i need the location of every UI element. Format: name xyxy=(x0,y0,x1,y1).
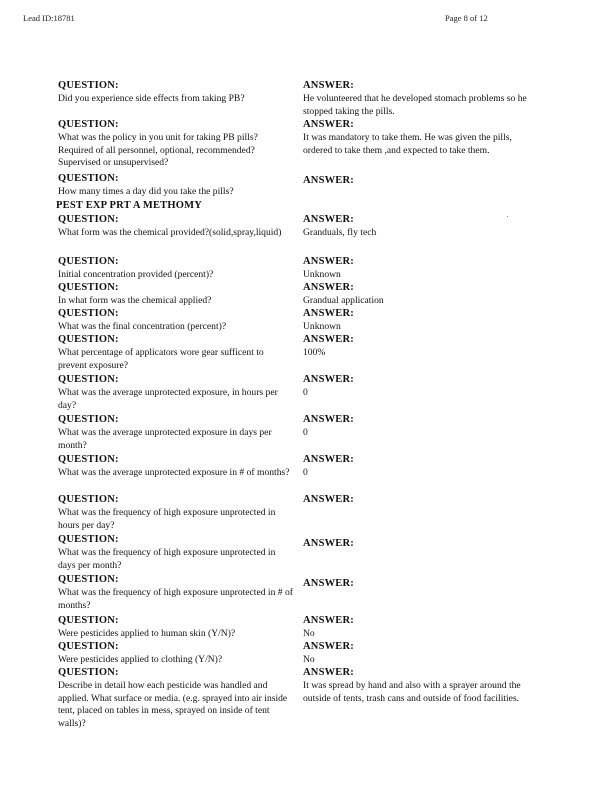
question-text: What was the final concentration (percent)? xyxy=(58,321,227,332)
answer-label: ANSWER: xyxy=(303,494,354,505)
question-text: What was the frequency of high exposure unprotected in # of months? xyxy=(58,587,293,611)
question-block xyxy=(58,256,294,282)
answer-label: ANSWER: xyxy=(303,334,354,345)
question-label: QUESTION: xyxy=(58,80,119,91)
answer-block xyxy=(303,414,543,440)
answer-text: No xyxy=(303,628,315,639)
question-text: What was the average unprotected exposure in days per month? xyxy=(58,427,272,451)
question-block xyxy=(58,534,294,572)
answer-block xyxy=(303,308,543,334)
answer-block xyxy=(303,578,543,591)
question-text: In what form was the chemical applied? xyxy=(58,295,212,306)
question-label: QUESTION: xyxy=(58,414,119,425)
question-text: Initial concentration provided (percent)? xyxy=(58,269,214,280)
question-block xyxy=(58,374,294,412)
answer-text: 0 xyxy=(303,387,308,398)
answer-text: He volunteered that he developed stomach problems so he stopped taking the pills. xyxy=(303,93,527,117)
answer-text: It was mandatory to take them. He was given the pills, ordered to take them ,and expected to take them. xyxy=(303,132,512,156)
question-label: QUESTION: xyxy=(58,334,119,345)
question-label: QUESTION: xyxy=(58,374,119,385)
answer-label: ANSWER: xyxy=(303,119,354,130)
question-block xyxy=(58,334,294,372)
answer-block xyxy=(303,494,543,507)
answer-block xyxy=(303,538,543,551)
question-label: QUESTION: xyxy=(58,256,119,267)
question-label: QUESTION: xyxy=(58,308,119,319)
answer-label: ANSWER: xyxy=(303,615,354,626)
question-block xyxy=(58,641,294,667)
answer-block xyxy=(303,175,543,188)
answer-block xyxy=(303,282,543,308)
answer-label: ANSWER: xyxy=(303,578,354,589)
question-block xyxy=(58,615,294,641)
answer-block xyxy=(303,214,543,240)
answer-label: ANSWER: xyxy=(303,175,354,186)
question-block xyxy=(58,414,294,452)
question-text: What form was the chemical provided?(solid,spray,liquid) xyxy=(58,227,282,238)
question-label: QUESTION: xyxy=(58,667,119,678)
answer-block xyxy=(303,667,543,705)
answer-block xyxy=(303,119,543,157)
answer-block xyxy=(303,454,543,480)
question-text: Were pesticides applied to clothing (Y/N)? xyxy=(58,654,223,665)
question-block xyxy=(58,119,294,170)
question-block xyxy=(58,282,294,308)
question-label: QUESTION: xyxy=(58,641,119,652)
answer-label: ANSWER: xyxy=(303,282,354,293)
answer-block xyxy=(303,256,543,282)
question-label: QUESTION: xyxy=(58,214,119,225)
answer-label: ANSWER: xyxy=(303,538,354,549)
answer-text: Unknown xyxy=(303,269,341,280)
lead-id: Lead ID:18781 xyxy=(23,13,75,23)
answer-text: Grandual application xyxy=(303,295,384,306)
question-label: QUESTION: xyxy=(58,574,119,585)
question-label: QUESTION: xyxy=(58,173,119,184)
question-text: How many times a day did you take the pills? xyxy=(58,186,234,197)
question-text: What was the frequency of high exposure unprotected in hours per day? xyxy=(58,507,276,531)
question-label: QUESTION: xyxy=(58,454,119,465)
answer-text: Granduals, fly tech xyxy=(303,227,377,238)
answer-label: ANSWER: xyxy=(303,308,354,319)
answer-label: ANSWER: xyxy=(303,454,354,465)
section-title: PEST EXP PRT A METHOMY xyxy=(56,200,203,211)
answer-text: 0 xyxy=(303,467,308,478)
answer-label: ANSWER: xyxy=(303,414,354,425)
answer-block xyxy=(303,374,543,400)
answer-label: ANSWER: xyxy=(303,374,354,385)
answer-text: No xyxy=(303,654,315,665)
answer-text: 100% xyxy=(303,347,326,358)
answer-text: 0 xyxy=(303,427,308,438)
page-number: Page 8 of 12 xyxy=(445,13,488,23)
question-label: QUESTION: xyxy=(58,615,119,626)
question-text: Were pesticides applied to human skin (Y/N)? xyxy=(58,628,236,639)
answer-label: ANSWER: xyxy=(303,80,354,91)
question-block xyxy=(58,80,294,106)
question-block xyxy=(58,574,294,612)
question-text: What was the policy in you unit for taking PB pills? Required of all personnel, optional, recommended? Supervised or unsupervised? xyxy=(58,132,258,169)
question-text: Did you experience side effects from taking PB? xyxy=(58,93,245,104)
answer-block xyxy=(303,641,543,667)
answer-label: ANSWER: xyxy=(303,667,354,678)
question-label: QUESTION: xyxy=(58,534,119,545)
answer-label: ANSWER: xyxy=(303,214,354,225)
question-label: QUESTION: xyxy=(58,282,119,293)
answer-block xyxy=(303,80,543,118)
question-text: Describe in detail how each pesticide was handled and applied. What surface or media. (e.g. sprayed into air inside tent, placed on tables in mess, sprayed on inside of tent walls)? xyxy=(58,680,288,729)
question-block xyxy=(58,667,294,730)
answer-block xyxy=(303,615,543,641)
question-label: QUESTION: xyxy=(58,119,119,130)
question-text: What was the frequency of high exposure unprotected in days per month? xyxy=(58,547,276,571)
question-block xyxy=(58,214,294,240)
question-text: What was the average unprotected exposure in # of months? xyxy=(58,467,290,478)
answer-text: Unknown xyxy=(303,321,341,332)
question-block xyxy=(58,308,294,334)
answer-label: ANSWER: xyxy=(303,641,354,652)
question-label: QUESTION: xyxy=(58,494,119,505)
question-block xyxy=(58,173,294,199)
question-block xyxy=(58,494,294,532)
question-text: What percentage of applicators wore gear sufficent to prevent exposure? xyxy=(58,347,264,371)
question-block xyxy=(58,454,294,480)
answer-label: ANSWER: xyxy=(303,256,354,267)
question-text: What was the average unprotected exposure, in hours per day? xyxy=(58,387,278,411)
answer-block xyxy=(303,334,543,360)
answer-text: It was spread by hand and also with a sprayer around the outside of tents, trash cans and outside of food facilities. xyxy=(303,680,521,704)
